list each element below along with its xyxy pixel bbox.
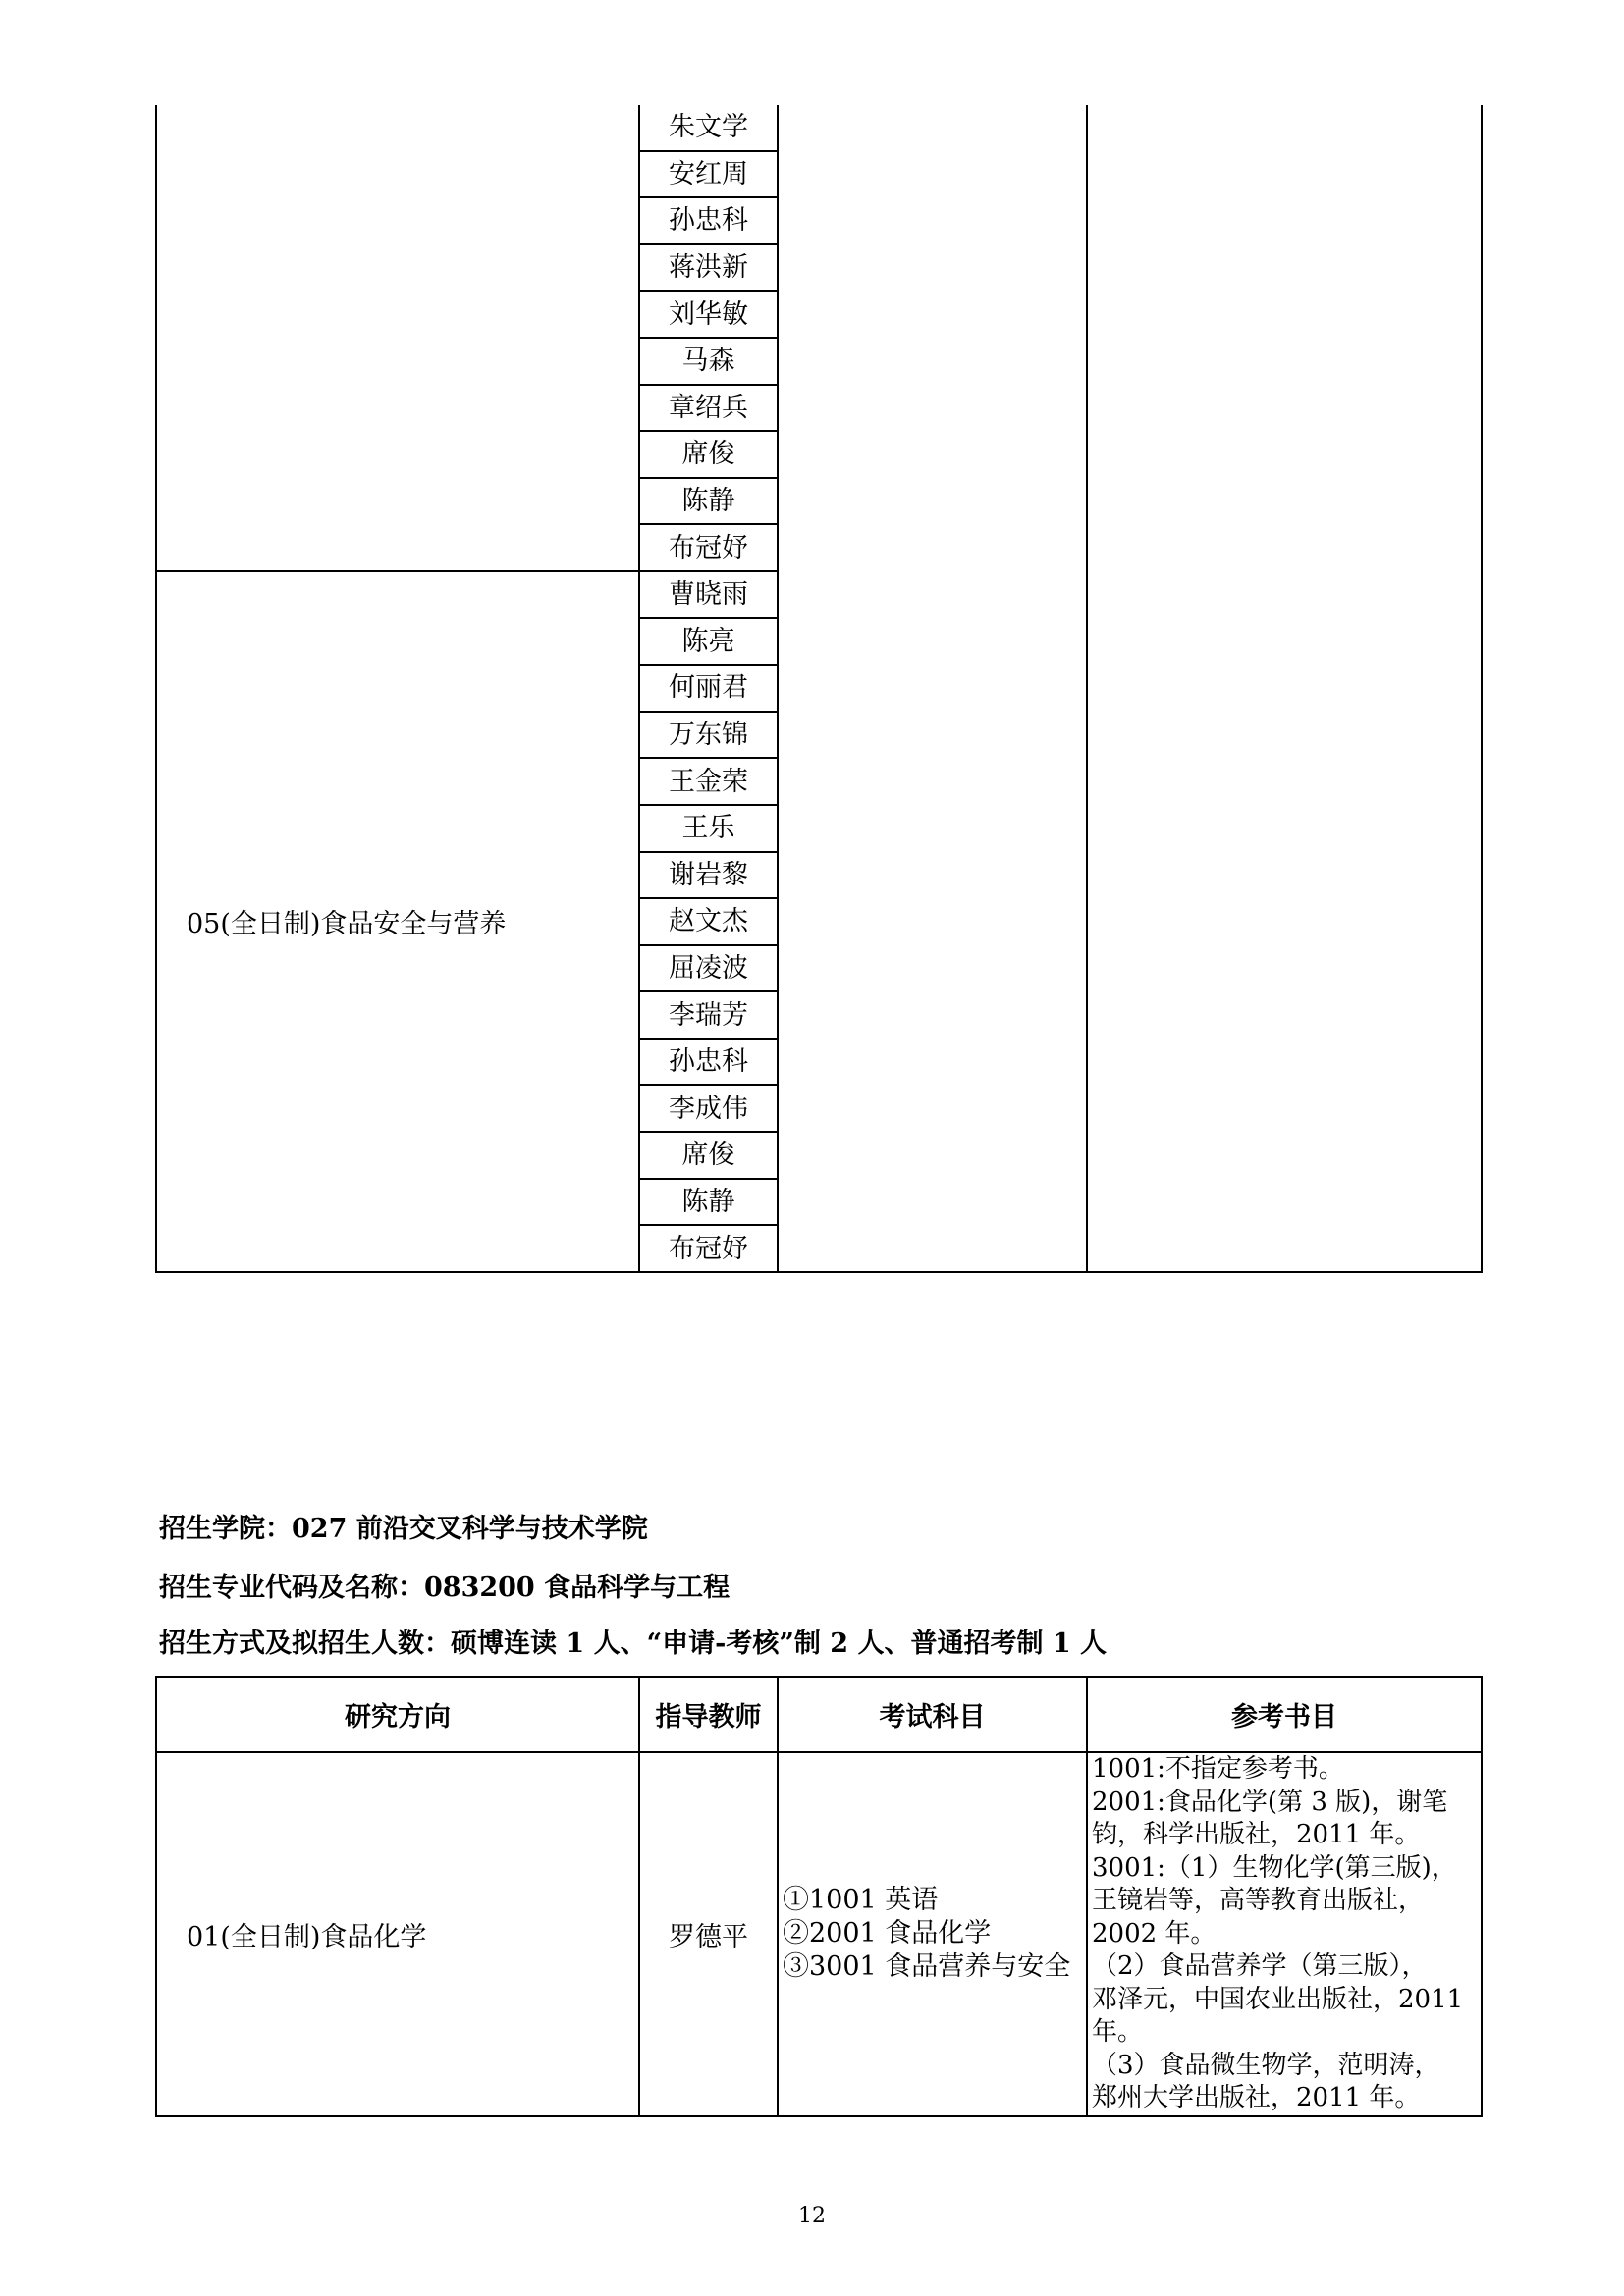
teacher-cell: 刘华敏 xyxy=(639,291,778,338)
teacher-cell: 陈亮 xyxy=(639,618,778,666)
program-table xyxy=(155,1676,1483,2117)
direction-cell: 01(全日制)食品化学 xyxy=(156,1752,639,2116)
subjects-cell xyxy=(778,1752,1087,2116)
admission-line: 招生方式及拟招生人数：硕博连读 1 人、“申请-考核”制 2 人、普通招考制 1 人 xyxy=(159,1629,1108,1659)
teacher-cell: 何丽君 xyxy=(639,665,778,712)
header-direction: 研究方向 xyxy=(156,1677,639,1752)
book-line: 年。 xyxy=(1092,2017,1144,2047)
book-line: 1001:不指定参考书。 xyxy=(1092,1754,1344,1784)
subjects-cell xyxy=(778,105,1087,571)
table-row xyxy=(156,105,1482,151)
major-line: 招生专业代码及名称：083200 食品科学与工程 xyxy=(159,1573,731,1603)
teacher-cell: 朱文学 xyxy=(639,105,778,151)
book-line: （2）食品营养学（第三版）， xyxy=(1092,1951,1428,1981)
teacher-cell: 安红周 xyxy=(639,151,778,198)
books-cell xyxy=(1087,1752,1482,2116)
continued-table xyxy=(155,105,1483,1273)
teacher-cell: 罗德平 xyxy=(639,1752,778,2116)
teacher-cell: 布冠妤 xyxy=(639,1225,778,1272)
book-line: （3）食品微生物学，范明涛， xyxy=(1092,2050,1440,2080)
college-line: 招生学院：027 前沿交叉科学与技术学院 xyxy=(159,1514,648,1544)
header-teacher: 指导教师 xyxy=(639,1677,778,1752)
books-cell xyxy=(1087,571,1482,1272)
teacher-cell: 王乐 xyxy=(639,805,778,852)
teacher-cell: 孙忠科 xyxy=(639,197,778,244)
teacher-cell: 席俊 xyxy=(639,431,778,478)
table-row xyxy=(156,571,1482,618)
book-line: 王镜岩等，高等教育出版社， xyxy=(1092,1886,1425,1915)
teacher-cell: 屈凌波 xyxy=(639,945,778,992)
book-line: 3001:（1）生物化学(第三版)， xyxy=(1092,1852,1457,1883)
teacher-cell: 席俊 xyxy=(639,1132,778,1179)
teacher-cell: 陈静 xyxy=(639,1179,778,1226)
book-line: 钧，科学出版社，2011 年。 xyxy=(1092,1820,1421,1849)
table-header-row xyxy=(156,1677,1482,1752)
header-books: 参考书目 xyxy=(1087,1677,1482,1752)
teacher-cell: 布冠妤 xyxy=(639,524,778,571)
direction-cell xyxy=(156,105,639,571)
teacher-cell: 李成伟 xyxy=(639,1085,778,1132)
header-subjects: 考试科目 xyxy=(778,1677,1087,1752)
book-line: 2002 年。 xyxy=(1092,1918,1217,1949)
direction-cell: 05(全日制)食品安全与营养 xyxy=(156,571,639,1272)
teacher-cell: 蒋洪新 xyxy=(639,244,778,292)
teacher-cell: 王金荣 xyxy=(639,758,778,805)
book-line: 郑州大学出版社，2011 年。 xyxy=(1092,2083,1421,2112)
books-cell xyxy=(1087,105,1482,571)
table-row xyxy=(156,1752,1482,2116)
teacher-cell: 陈静 xyxy=(639,478,778,525)
teacher-cell: 赵文杰 xyxy=(639,898,778,945)
teacher-cell: 谢岩黎 xyxy=(639,852,778,899)
book-line: 2001:食品化学(第 3 版)，谢笔 xyxy=(1092,1787,1448,1817)
teacher-cell: 马森 xyxy=(639,338,778,385)
teacher-cell: 曹晓雨 xyxy=(639,571,778,618)
teacher-cell: 李瑞芳 xyxy=(639,991,778,1039)
subjects-cell xyxy=(778,571,1087,1272)
page-number: 12 xyxy=(798,2204,826,2228)
subject-item: ③3001 食品营养与安全 xyxy=(783,1951,1071,1983)
teacher-cell: 章绍兵 xyxy=(639,385,778,432)
book-line: 邓泽元，中国农业出版社，2011 xyxy=(1092,1984,1464,2014)
teacher-cell: 万东锦 xyxy=(639,712,778,759)
teacher-cell: 孙忠科 xyxy=(639,1039,778,1086)
subject-item: ②2001 食品化学 xyxy=(783,1918,992,1949)
subject-item: ①1001 英语 xyxy=(783,1885,939,1916)
